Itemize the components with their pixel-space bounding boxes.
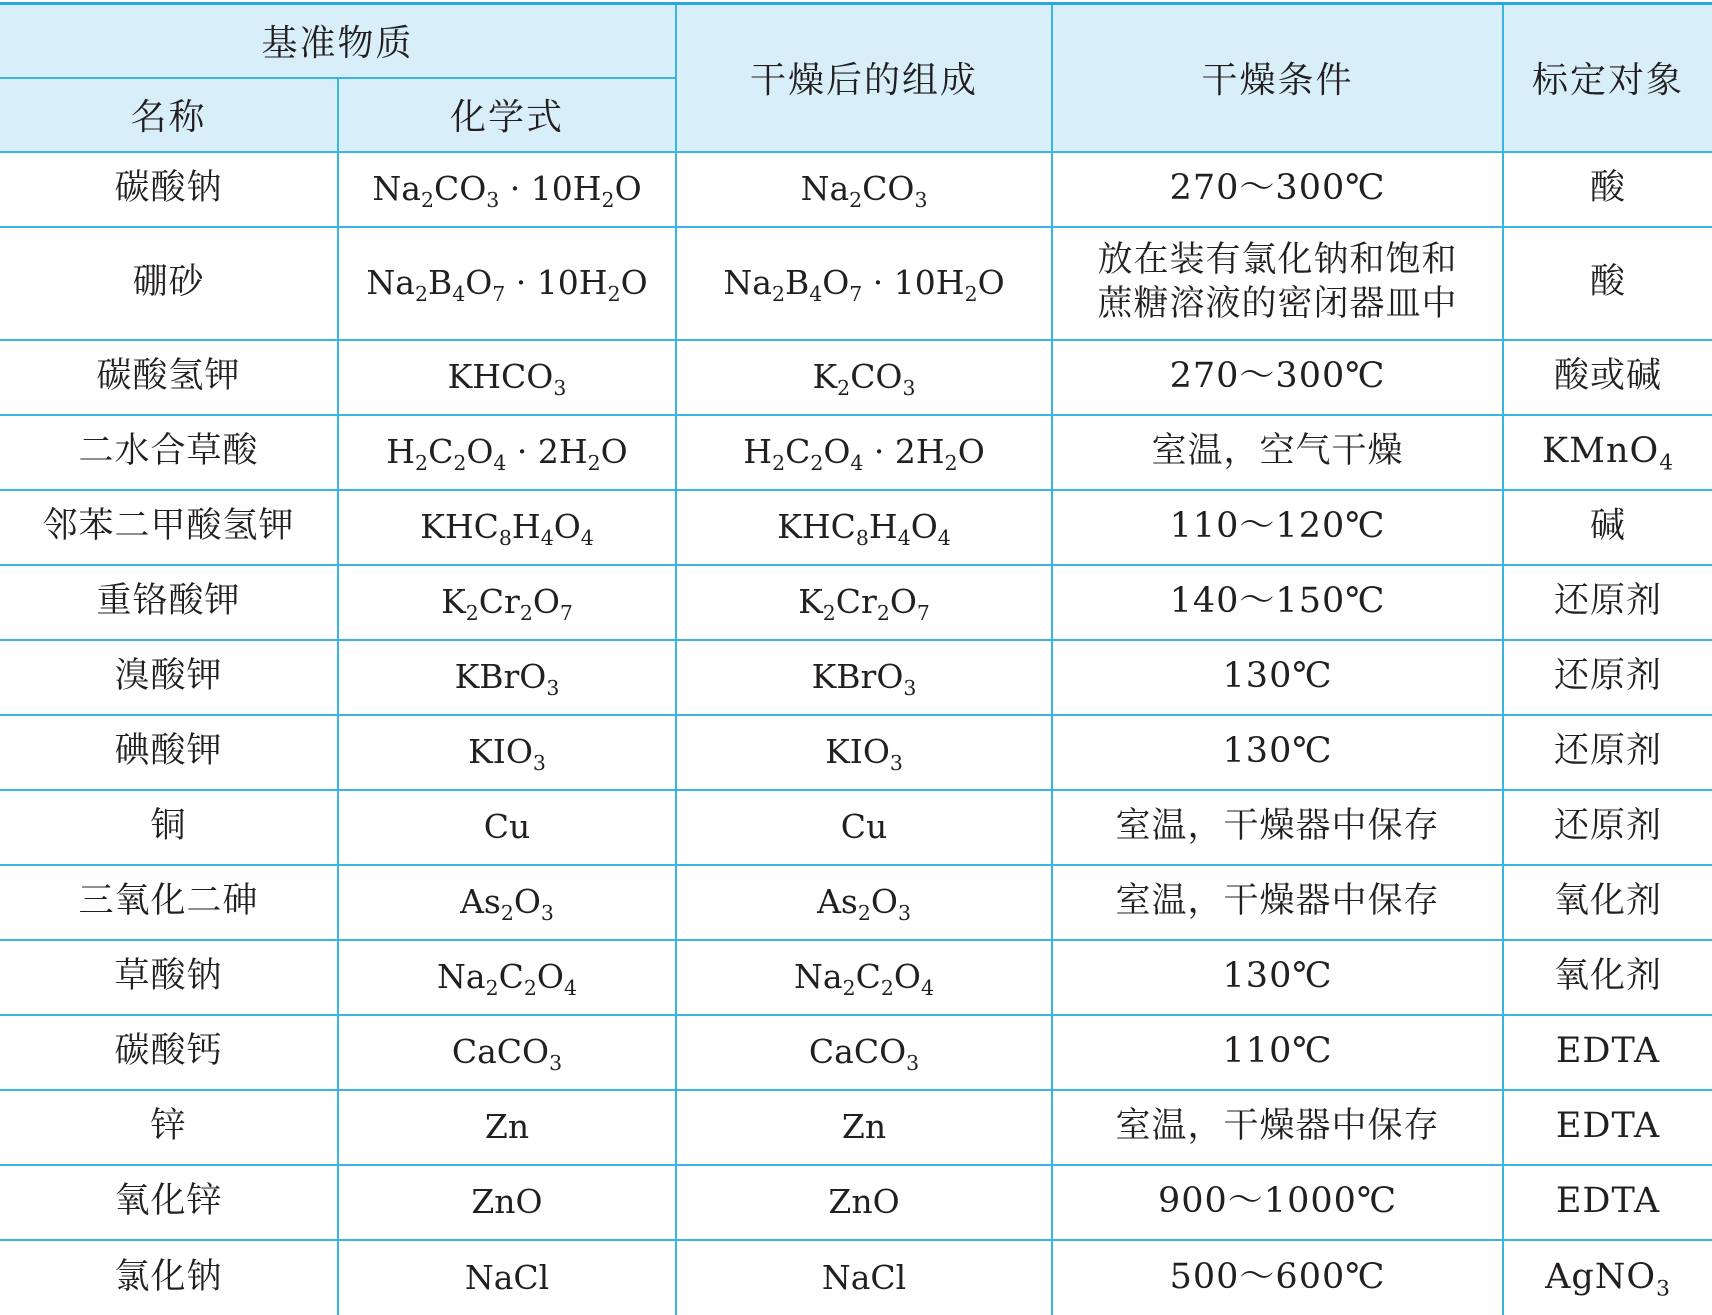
cell-calibration-target (1503, 152, 1712, 227)
cell-calibration-target (1503, 340, 1712, 415)
subscript: 3 (889, 751, 903, 776)
subscript: 2 (944, 451, 958, 476)
formula-text: 碱 (1590, 506, 1627, 547)
cell-name: 三氧化二砷 (0, 865, 338, 940)
cell-name: 硼砂 (0, 227, 338, 340)
cell-dried-composition (676, 227, 1052, 340)
table-row (0, 565, 1712, 640)
subscript: 2 (415, 451, 429, 476)
cell-formula (338, 1240, 676, 1315)
subscript: 2 (420, 188, 434, 213)
subscript: 3 (906, 1051, 920, 1076)
table-row (0, 940, 1712, 1015)
subscript: 7 (849, 282, 863, 307)
formula-text: ZnO (471, 1182, 543, 1222)
cell-formula (338, 640, 676, 715)
formula-text: O (957, 432, 985, 472)
header-formula: 化学式 (338, 78, 676, 152)
formula-text: KBrO (454, 657, 547, 697)
formula-text: B (427, 263, 453, 303)
subscript: 4 (809, 282, 823, 307)
formula-text: 酸或碱 (1554, 356, 1663, 397)
subscript: 2 (772, 451, 786, 476)
cell-name: 溴酸钾 (0, 640, 338, 715)
header-dried-composition: 干燥后的组成 (676, 4, 1052, 152)
formula-text: EDTA (1555, 1031, 1661, 1072)
cell-calibration-target (1503, 1240, 1712, 1315)
formula-text: · 10H (862, 263, 965, 303)
table-row (0, 640, 1712, 715)
table-body (0, 152, 1712, 1315)
formula-text: KMnO (1541, 431, 1660, 472)
cell-drying-condition: 130℃ (1052, 715, 1503, 790)
cell-dried-composition (676, 865, 1052, 940)
cell-calibration-target (1503, 227, 1712, 340)
formula-text: Na (366, 263, 415, 303)
cell-formula (338, 227, 676, 340)
cell-formula (338, 1015, 676, 1090)
subscript: 2 (607, 282, 621, 307)
subscript: 2 (842, 976, 856, 1001)
subscript: 3 (903, 676, 917, 701)
formula-text: Na (372, 169, 421, 209)
cell-formula (338, 490, 676, 565)
subscript: 4 (452, 282, 466, 307)
header-name: 名称 (0, 78, 338, 152)
cell-drying-condition: 110℃ (1052, 1015, 1503, 1090)
cell-formula (338, 340, 676, 415)
table-row (0, 227, 1712, 340)
formula-text: NaCl (464, 1257, 550, 1297)
subscript: 2 (771, 282, 785, 307)
subscript: 4 (850, 451, 864, 476)
formula-text: KIO (468, 732, 533, 772)
subscript: 2 (880, 976, 894, 1001)
formula-text: KHCO (447, 357, 554, 397)
formula-text: KBrO (811, 657, 904, 697)
subscript: 2 (837, 376, 851, 401)
subscript: 4 (937, 526, 951, 551)
formula-text: C (498, 957, 524, 997)
table-header (0, 4, 1712, 152)
cell-name: 二水合草酸 (0, 415, 338, 490)
formula-text: Cr (478, 582, 520, 622)
subscript: 2 (485, 976, 499, 1001)
cell-drying-condition: 室温，干燥器中保存 (1052, 790, 1503, 865)
header-group-primary-substance: 基准物质 (0, 4, 676, 78)
subscript: 4 (920, 976, 934, 1001)
subscript: 2 (523, 976, 537, 1001)
formula-text: O (532, 582, 560, 622)
formula-text: O (977, 263, 1005, 303)
cell-calibration-target (1503, 490, 1712, 565)
cell-calibration-target (1503, 640, 1712, 715)
table-row (0, 1015, 1712, 1090)
cell-formula (338, 565, 676, 640)
cell-calibration-target (1503, 790, 1712, 865)
primary-standards-table (0, 2, 1712, 1315)
formula-text: O (466, 432, 494, 472)
subscript: 4 (1659, 450, 1675, 476)
cell-drying-condition: 140～150℃ (1052, 565, 1503, 640)
formula-text: 酸 (1590, 262, 1627, 303)
formula-text: O (822, 263, 850, 303)
subscript: 2 (822, 601, 836, 626)
subscript: 2 (964, 282, 978, 307)
cell-name: 铜 (0, 790, 338, 865)
subscript: 2 (601, 188, 615, 213)
cell-name: 氧化锌 (0, 1165, 338, 1240)
cell-drying-condition: 900～1000℃ (1052, 1165, 1503, 1240)
subscript: 2 (465, 601, 479, 626)
cell-formula (338, 715, 676, 790)
formula-text: O (823, 432, 851, 472)
formula-text: KIO (825, 732, 890, 772)
cell-name: 碳酸钠 (0, 152, 338, 227)
formula-text: CaCO (451, 1032, 550, 1072)
subscript: 3 (486, 188, 500, 213)
formula-text: O (870, 882, 898, 922)
cell-drying-condition: 130℃ (1052, 640, 1503, 715)
formula-text: H (743, 432, 773, 472)
header-drying-condition: 干燥条件 (1052, 4, 1503, 152)
subscript: 4 (540, 526, 554, 551)
subscript: 7 (916, 601, 930, 626)
cell-dried-composition (676, 1240, 1052, 1315)
cell-calibration-target (1503, 1015, 1712, 1090)
cell-name: 草酸钠 (0, 940, 338, 1015)
subscript: 2 (453, 451, 467, 476)
formula-text: EDTA (1555, 1181, 1661, 1222)
formula-text: K (812, 357, 838, 397)
formula-text: Cr (835, 582, 877, 622)
cell-drying-condition: 室温，空气干燥 (1052, 415, 1503, 490)
cell-calibration-target (1503, 415, 1712, 490)
cell-dried-composition (676, 1165, 1052, 1240)
cell-drying-condition: 270～300℃ (1052, 152, 1503, 227)
cell-dried-composition (676, 415, 1052, 490)
subscript: 8 (855, 526, 869, 551)
header-row-1 (0, 4, 1712, 78)
subscript: 2 (500, 901, 514, 926)
cell-drying-condition: 270～300℃ (1052, 340, 1503, 415)
formula-text: · 10H (499, 169, 602, 209)
subscript: 2 (414, 282, 428, 307)
subscript: 4 (493, 451, 507, 476)
cell-drying-condition: 110～120℃ (1052, 490, 1503, 565)
formula-text: O (889, 582, 917, 622)
formula-text: CaCO (808, 1032, 907, 1072)
formula-text: Zn (484, 1107, 530, 1147)
cell-dried-composition (676, 565, 1052, 640)
table-row (0, 490, 1712, 565)
cell-drying-condition: 放在装有氯化钠和饱和蔗糖溶液的密闭器皿中 (1052, 227, 1503, 340)
formula-text: Zn (841, 1107, 887, 1147)
formula-text: C (855, 957, 881, 997)
formula-text: 还原剂 (1554, 806, 1663, 847)
formula-text: O (600, 432, 628, 472)
formula-text: Cu (483, 807, 531, 847)
subscript: 7 (492, 282, 506, 307)
formula-text: Na (723, 263, 772, 303)
formula-text: Na (800, 169, 850, 209)
formula-text: O (513, 882, 541, 922)
cell-formula (338, 865, 676, 940)
cell-drying-condition: 130℃ (1052, 940, 1503, 1015)
subscript: 2 (519, 601, 533, 626)
table-row (0, 1165, 1712, 1240)
cell-formula (338, 940, 676, 1015)
subscript: 2 (810, 451, 824, 476)
formula-text: KHC (777, 507, 856, 547)
subscript: 4 (580, 526, 594, 551)
cell-calibration-target (1503, 1165, 1712, 1240)
formula-text: O (536, 957, 564, 997)
formula-text: K (798, 582, 823, 622)
subscript: 3 (553, 376, 567, 401)
cell-name: 碳酸钙 (0, 1015, 338, 1090)
subscript: 3 (914, 188, 928, 213)
cell-drying-condition: 500～600℃ (1052, 1240, 1503, 1315)
cell-name: 氯化钠 (0, 1240, 338, 1315)
formula-text: H (511, 507, 541, 547)
formula-text: 还原剂 (1554, 656, 1663, 697)
cell-dried-composition (676, 152, 1052, 227)
cell-dried-composition (676, 940, 1052, 1015)
formula-text: H (868, 507, 898, 547)
formula-text: CO (433, 169, 487, 209)
cell-name: 邻苯二甲酸氢钾 (0, 490, 338, 565)
cell-formula (338, 1090, 676, 1165)
cell-name: 锌 (0, 1090, 338, 1165)
subscript: 7 (559, 601, 573, 626)
formula-text: · 10H (505, 263, 608, 303)
cell-dried-composition (676, 340, 1052, 415)
formula-text: O (614, 169, 642, 209)
formula-text: 氧化剂 (1554, 881, 1663, 922)
subscript: 3 (1656, 1276, 1671, 1302)
table-row (0, 715, 1712, 790)
cell-dried-composition (676, 640, 1052, 715)
formula-text: KHC (420, 507, 499, 547)
cell-dried-composition (676, 1090, 1052, 1165)
formula-text: B (784, 263, 810, 303)
formula-text: C (785, 432, 811, 472)
cell-dried-composition (676, 790, 1052, 865)
subscript: 3 (549, 1051, 563, 1076)
formula-text: CO (862, 169, 915, 209)
formula-text: 酸 (1590, 168, 1627, 209)
cell-formula (338, 152, 676, 227)
subscript: 3 (532, 751, 546, 776)
subscript: 3 (546, 676, 560, 701)
cell-formula (338, 1165, 676, 1240)
table-row (0, 865, 1712, 940)
cell-calibration-target (1503, 940, 1712, 1015)
cell-name: 重铬酸钾 (0, 565, 338, 640)
table-row (0, 1090, 1712, 1165)
cell-drying-condition: 室温，干燥器中保存 (1052, 1090, 1503, 1165)
formula-text: K (441, 582, 466, 622)
formula-text: ZnO (828, 1182, 900, 1222)
cell-drying-condition: 室温，干燥器中保存 (1052, 865, 1503, 940)
formula-text: · 2H (506, 432, 588, 472)
cell-calibration-target (1503, 715, 1712, 790)
cell-calibration-target (1503, 1090, 1712, 1165)
cell-calibration-target (1503, 865, 1712, 940)
formula-text: 还原剂 (1554, 731, 1663, 772)
table-row (0, 1240, 1712, 1315)
formula-text: H (386, 432, 416, 472)
cell-name: 碘酸钾 (0, 715, 338, 790)
formula-text: O (553, 507, 581, 547)
formula-text: O (910, 507, 938, 547)
formula-text: O (620, 263, 648, 303)
cell-calibration-target (1503, 565, 1712, 640)
formula-text: · 2H (863, 432, 945, 472)
header-calibration-target: 标定对象 (1503, 4, 1712, 152)
cell-name: 碳酸氢钾 (0, 340, 338, 415)
formula-text: Na (794, 957, 843, 997)
subscript: 2 (876, 601, 890, 626)
formula-text: C (428, 432, 454, 472)
subscript: 3 (897, 901, 911, 926)
subscript: 3 (540, 901, 554, 926)
formula-text: As (460, 882, 501, 922)
subscript: 8 (498, 526, 512, 551)
cell-formula (338, 415, 676, 490)
formula-text: 氧化剂 (1554, 956, 1663, 997)
subscript: 2 (857, 901, 871, 926)
subscript: 4 (897, 526, 911, 551)
table-row (0, 340, 1712, 415)
cell-formula (338, 790, 676, 865)
formula-text: NaCl (821, 1257, 907, 1297)
formula-text: EDTA (1555, 1106, 1661, 1147)
subscript: 3 (902, 376, 916, 401)
formula-text: As (817, 882, 858, 922)
subscript: 4 (563, 976, 577, 1001)
cell-dried-composition (676, 715, 1052, 790)
table-row (0, 415, 1712, 490)
subscript: 2 (587, 451, 601, 476)
formula-text: Na (437, 957, 486, 997)
formula-text: O (465, 263, 493, 303)
table-row (0, 790, 1712, 865)
cell-dried-composition (676, 490, 1052, 565)
formula-text: AgNO (1545, 1256, 1657, 1297)
subscript: 2 (849, 188, 863, 213)
formula-text: CO (850, 357, 903, 397)
formula-text: 还原剂 (1554, 581, 1663, 622)
formula-text: Cu (840, 807, 888, 847)
cell-dried-composition (676, 1015, 1052, 1090)
table-row (0, 152, 1712, 227)
formula-text: O (893, 957, 921, 997)
